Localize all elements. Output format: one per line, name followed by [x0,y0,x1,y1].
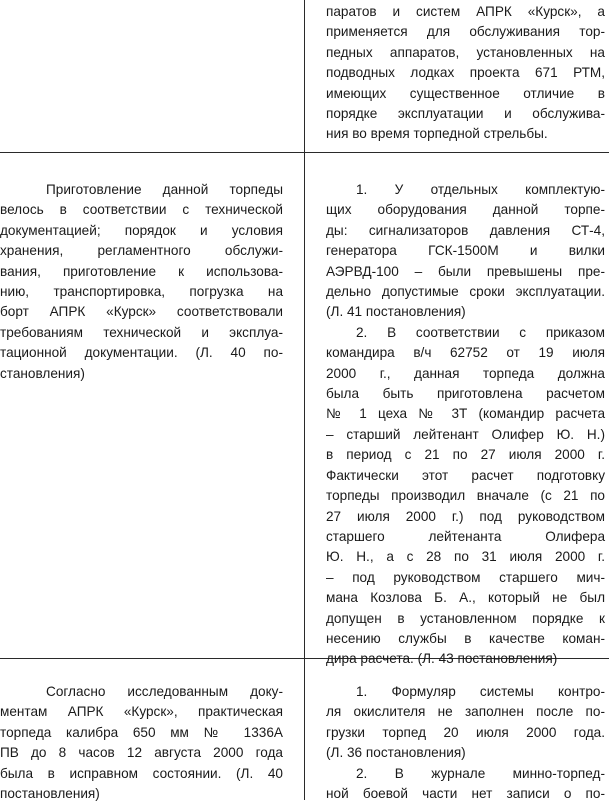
text-line: командира в/ч 62752 от 19 июля [326,345,605,361]
text-line: ПВ до 8 часов 12 августа 2000 года [0,745,283,761]
row-2-right-cell [326,180,605,670]
text-line: ментам АПРК «Курск», практическая [0,704,283,720]
text-line: дельно допустимые сроки эксплуатации. [326,284,605,300]
text-line: применяется для обслуживания тор- [326,24,605,40]
text-line: (Л. 36 постановления) [326,745,466,761]
text-line: 2. В журнале минно-торпед- [356,765,605,781]
text-line: 27 июля 2000 г.) под руководством [326,508,605,524]
text-line: допущен в установленном порядке к [326,610,605,626]
text-line: Приготовление данной торпеды [46,182,283,197]
text-line: имеющих существенное отличие в [326,85,605,101]
text-line: АЭРВД-100 – были превышены пре- [326,263,605,279]
row-3-right-cell [326,682,605,804]
text-line: дира расчета. (Л. 43 постановления) [326,651,558,667]
text-line: Согласно исследованным доку- [46,684,283,699]
text-line: паратов и систем АПРК «Курск», а [326,4,605,19]
text-line: Ю. Н., а с 28 по 31 июля 2000 г. [326,549,605,565]
text-line: грузки торпед 20 июля 2000 года. [326,724,605,740]
text-line: постановления) [0,786,100,802]
text-line: (Л. 41 постановления) [326,304,466,320]
text-line: подводных лодках проекта 671 РТМ, [326,65,605,81]
text-line: – старший лейтенант Олифер Ю. Н.) [326,426,605,442]
text-line: торпеды производил вначале (с 21 по [326,488,605,504]
text-line: 2. В соответствии с приказом [356,324,605,340]
text-line: борт АПРК «Курск» соответствовали [0,304,283,320]
text-line: вания, приготовление к использова- [0,263,283,279]
text-line: несению службы в качестве коман- [326,630,605,646]
row-2-left-cell [0,180,283,384]
text-line: становления) [0,365,85,381]
text-line: порядке эксплуатации и обслужива- [326,106,605,122]
text-line: педных аппаратов, установленных на [326,44,605,60]
text-line: документацией; порядок и условия [0,222,283,238]
text-line: № 1 цеха № 3Т (командир расчета [326,406,605,422]
text-line: Фактически этот расчет подготовку [326,467,605,483]
text-line: – под руководством старшего мич- [326,569,605,585]
row-divider [0,152,609,153]
text-line: мана Козлова Б. А., который не был [326,590,605,606]
text-line: требованиям технической и эксплуа- [0,324,283,340]
column-divider [304,0,305,800]
text-line: нию, транспортировка, погрузка на [0,284,283,300]
text-line: ля окислителя не заполнен после по- [326,704,605,720]
text-line: ния во время торпедной стрельбы. [326,126,548,142]
text-line: в период с 21 по 27 июля 2000 г. [326,447,605,463]
row-3-left-cell [0,682,283,804]
text-line: тационной документации. (Л. 40 по- [0,345,283,361]
text-line: щих оборудования данной торпе- [326,202,605,218]
row-1-right-cell [326,2,605,145]
text-line: старшего лейтенанта Олифера [326,528,605,544]
text-line: 1. Формуляр системы контро- [356,684,605,699]
text-line: торпеда калибра 650 мм № 1336А [0,724,283,740]
text-line: ной боевой части нет записи о по- [326,786,605,802]
text-line: велось в соответствии с технической [0,202,283,218]
text-line: 2000 г., данная торпеда должна [326,365,605,381]
text-line: была в исправном состоянии. (Л. 40 [0,765,283,781]
text-line: была быть приготовлена расчетом [326,386,605,402]
text-line: хранения, регламентного обслужи- [0,243,283,259]
text-line: 1. У отдельных комплектую- [356,182,605,197]
text-line: генератора ГСК-1500М и вилки [326,243,605,259]
text-line: ды: сигнализаторов давления СТ-4, [326,222,605,238]
